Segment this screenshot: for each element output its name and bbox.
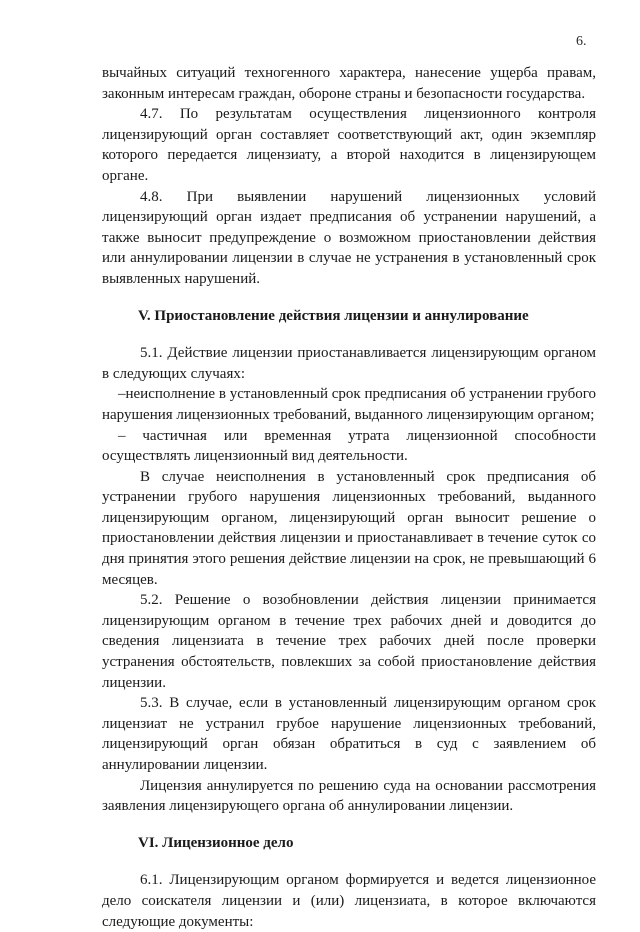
paragraph-5-3: 5.3. В случае, если в установленный лицензирующим органом срок лицензиат не устранил грубое нарушение лицензионных требований, лицензирующий орган обязан обратиться в суд с заявлением об аннулировании лицензии. <box>102 695 596 773</box>
paragraph-4-8: 4.8. При выявлении нарушений лицензионных условий лицензирующий орган издает предписания об устранении нарушений, а также выносит предупреждение о возможном приостановлении действия или аннулировании лицензии в случае не устранения в установленный срок выявленных нарушений. <box>102 188 596 287</box>
paragraph-6-1: 6.1. Лицензирующим органом формируется и ведется лицензионное дело соискателя лицензии и (или) лицензиата, в которое включаются следующие документы: <box>102 872 596 930</box>
section-5-heading: V. Приостановление действия лицензии и аннулирование <box>138 307 529 324</box>
paragraph-5-1: 5.1. Действие лицензии приостанавливается лицензирующим органом в следующих случаях: <box>102 345 596 382</box>
paragraph-continuation: вычайных ситуаций техногенного характера, нанесение ущерба правам, законным интересам граждан, обороне страны и безопасности государства. <box>102 65 596 102</box>
list-item: –неисполнение в установленный срок предписания об устранении грубого нарушения лицензионных требований, выданного лицензирующим органом; <box>102 386 596 423</box>
paragraph-4-7: 4.7. По результатам осуществления лицензионного контроля лицензирующий орган составляет соответствующий акт, один экземпляр которого передается лицензиату, а второй находится в лицензирующем органе. <box>102 106 596 184</box>
paragraph-5-3-cont: Лицензия аннулируется по решению суда на основании рассмотрения заявления лицензирующего органа об аннулировании лицензии. <box>102 777 596 815</box>
paragraph-5-1-cont: В случае неисполнения в установленный срок предписания об устранении грубого нарушения лицензионных требований, выданного лицензирующим органом, лицензирующий орган выносит решение о приостановлении действия лицензии и приостанавливает в течение суток со дня принятия этого решения действие лицензии на срок, не превышающий 6 месяцев. <box>102 468 596 588</box>
page-number: 6. <box>576 34 587 49</box>
list-item: – частичная или временная утрата лицензионной способности осуществлять лицензионный вид деятельности. <box>102 427 596 465</box>
document-body <box>102 63 596 932</box>
section-6-heading: VI. Лицензионное дело <box>138 834 294 851</box>
paragraph-5-2: 5.2. Решение о возобновлении действия лицензии принимается лицензирующим органом в течение трех рабочих дней и доводится до сведения лицензиата в течение трех рабочих дней после проверки устранения обстоятельств, повлекших за собой приостановление действия лицензии. <box>102 592 596 691</box>
